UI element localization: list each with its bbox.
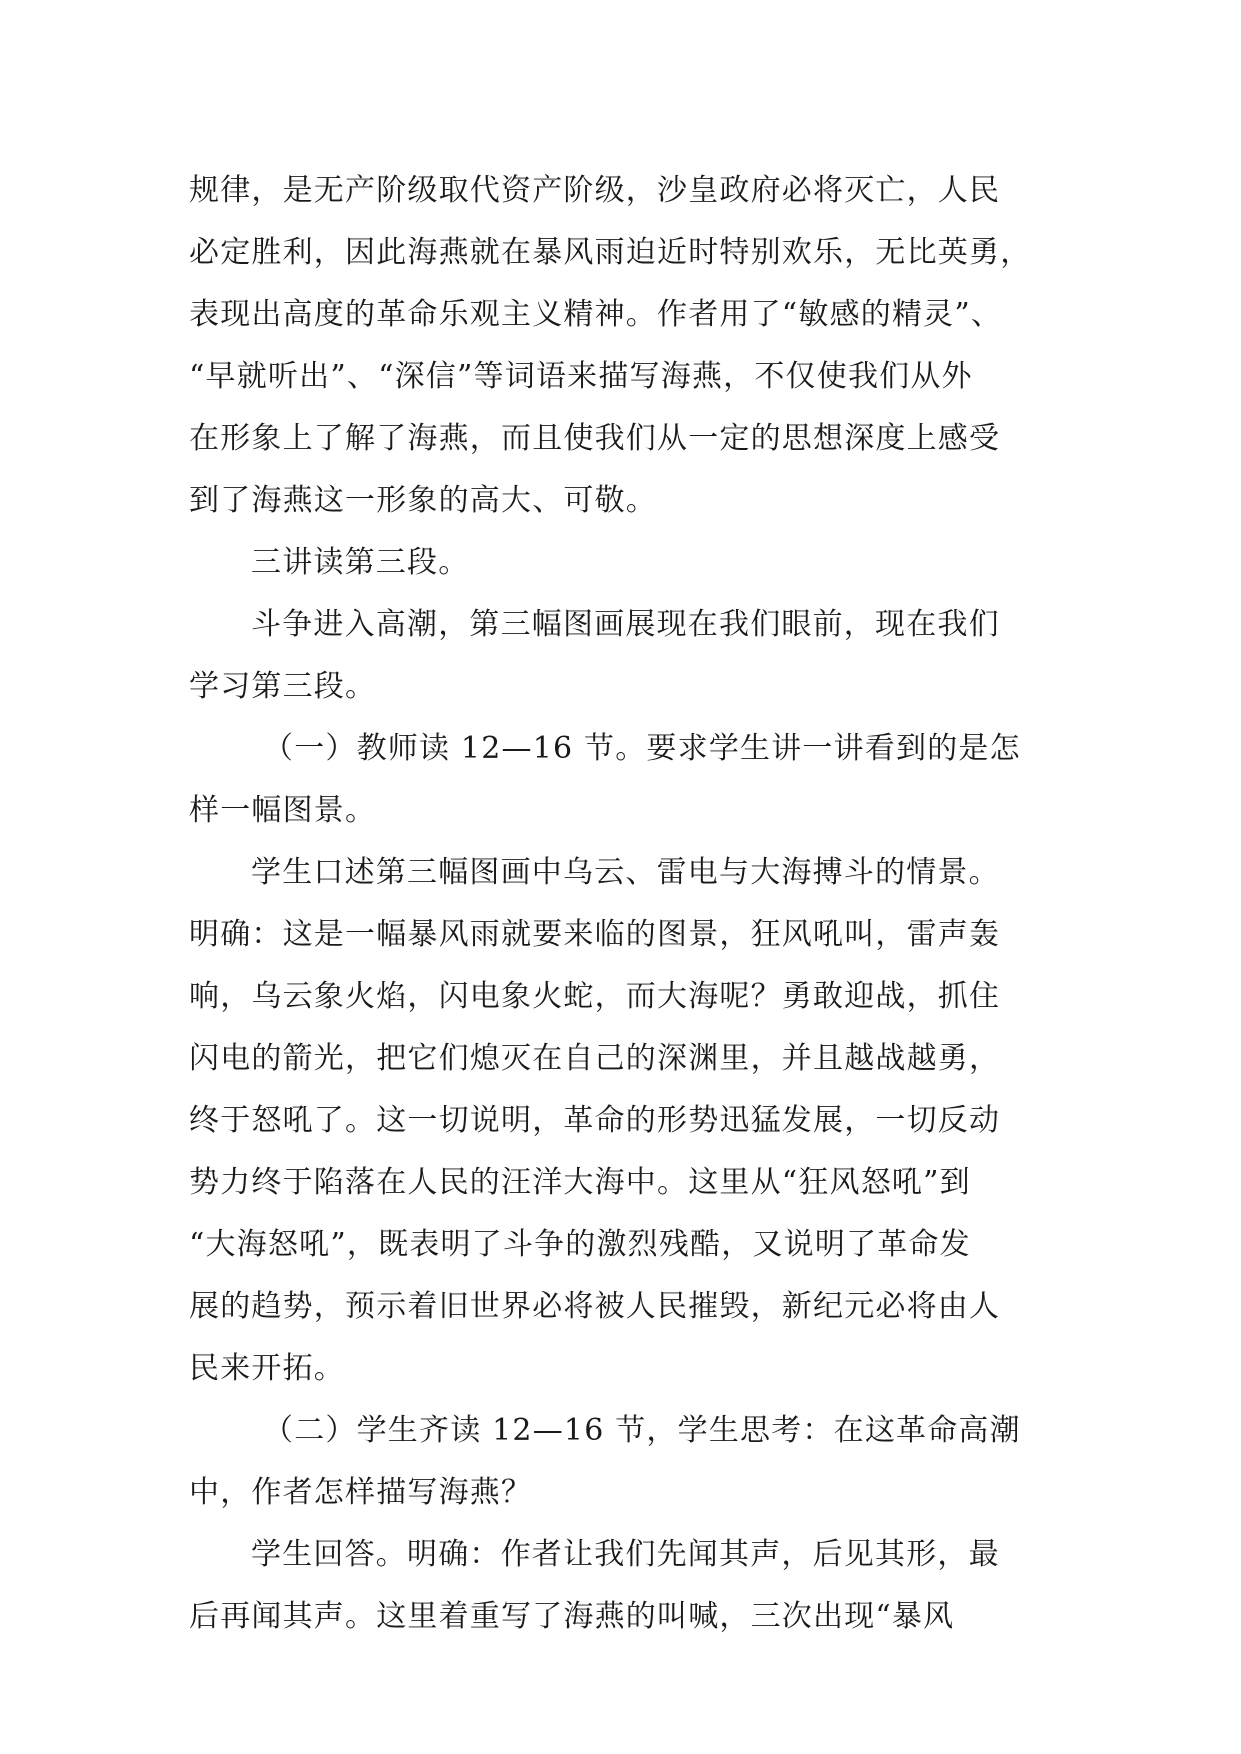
- text-line: 势力终于陷落在人民的汪洋大海中。这里从“狂风怒吼”到: [189, 1165, 971, 1200]
- text-line: （一）教师读 12—16 节。要求学生讲一讲看到的是怎: [263, 731, 1021, 766]
- text-line: 终于怒吼了。这一切说明，革命的形势迅猛发展，一切反动: [189, 1103, 1001, 1138]
- text-line: 斗争进入高潮，第三幅图画展现在我们眼前，现在我们: [251, 607, 1000, 642]
- text-line: 表现出高度的革命乐观主义精神。作者用了“敏感的精灵”、: [189, 297, 1003, 332]
- text-line: 后再闻其声。这里着重写了海燕的叫喊，三次出现“暴风: [189, 1599, 955, 1634]
- text-line: 学生回答。明确：作者让我们先闻其声，后见其形，最: [251, 1537, 1000, 1572]
- section-heading: 三讲读第三段。: [251, 545, 470, 580]
- text-line: “大海怒吼”，既表明了斗争的激烈残酷，又说明了革命发: [189, 1227, 971, 1262]
- text-line: 展的趋势，预示着旧世界必将被人民摧毁，新纪元必将由人: [189, 1289, 1001, 1324]
- text-line: 中，作者怎样描写海燕？: [189, 1475, 533, 1510]
- text-line: 到了海燕这一形象的高大、可敬。: [189, 483, 657, 518]
- body-text: [189, 160, 1089, 1648]
- text-line: 学习第三段。: [189, 669, 377, 704]
- text-line: “早就听出”、“深信”等词语来描写海燕，不仅使我们从外: [189, 359, 973, 394]
- text-line: 规律，是无产阶级取代资产阶级，沙皇政府必将灭亡，人民: [189, 173, 1001, 208]
- text-line: 明确：这是一幅暴风雨就要来临的图景，狂风吼叫，雷声轰: [189, 917, 1001, 952]
- text-line: 民来开拓。: [189, 1351, 345, 1386]
- text-line: 响，乌云象火焰，闪电象火蛇，而大海呢？勇敢迎战，抓住: [189, 979, 1001, 1014]
- text-line: 必定胜利，因此海燕就在暴风雨迫近时特别欢乐，无比英勇，: [189, 235, 1032, 270]
- text-line: （二）学生齐读 12—16 节，学生思考：在这革命高潮: [263, 1413, 1021, 1448]
- text-line: 学生口述第三幅图画中乌云、雷电与大海搏斗的情景。: [251, 855, 1000, 890]
- text-line: 样一幅图景。: [189, 793, 377, 828]
- text-line: 闪电的箭光，把它们熄灭在自己的深渊里，并且越战越勇，: [189, 1041, 1001, 1076]
- text-line: 在形象上了解了海燕，而且使我们从一定的思想深度上感受: [189, 421, 1001, 456]
